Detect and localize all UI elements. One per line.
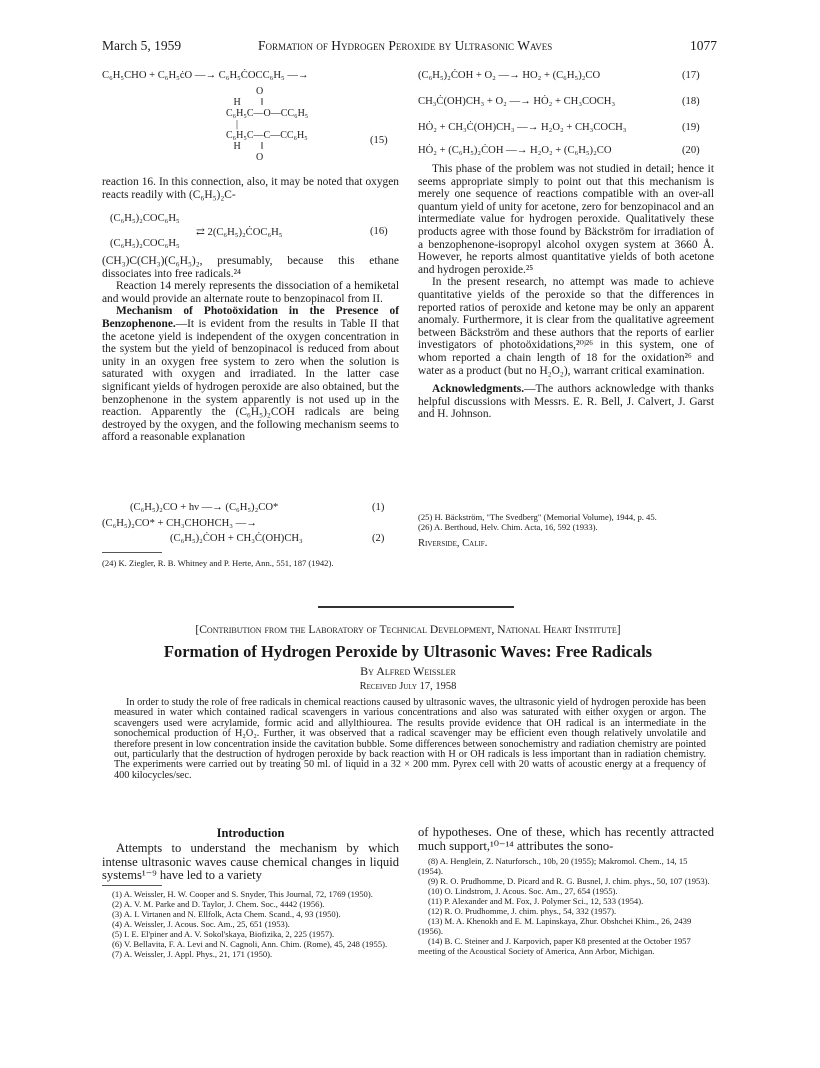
reference-4: (4) A. Weissler, J. Acous. Soc. Am., 25, 651 (1953).: [112, 919, 290, 929]
reference-10: (10) O. Lindstrom, J. Acous. Soc. Am., 27, 654 (1955).: [428, 886, 618, 896]
reference-12: (12) R. O. Prudhomme, J. chim. phys., 54, 332 (1957).: [428, 906, 617, 916]
footnote-text: (24) K. Ziegler, R. B. Whitney and P. Herte, Ann., 551, 187 (1942).: [102, 558, 334, 568]
contribution-text: [Contribution from the Laboratory of Technical Development, National Heart Institute]: [195, 624, 621, 636]
place-line: Riverside, Calif.: [418, 538, 488, 549]
contribution-line: [102, 624, 714, 636]
equation-19: HȮ₂ + CH₃Ċ(OH)CH₃ —→ H₂O₂ + CH₃COCH₃: [418, 122, 627, 133]
paragraph-text: —It is evident from the results in Table II that the acetone yield is independent of the oxygen concentration in the system but the yield of benzopinacol is reduced from about unity in an oxygen free system to zero when the solution is saturated with oxygen and irradiated. In the latter case significant yields of hydrogen peroxide are also obtained, but the benzophenone in the system apparently is not used up in the reaction. Apparently the (C₆H₅)₂COH radicals are being destroyed by the oxygen, and the following mechanism seems to afford a reasonable explanation: [102, 317, 399, 444]
introduction-text: [102, 842, 399, 883]
equation-16-c: ⇄ 2(C₆H₅)₂ĊOC₆H₅: [196, 227, 283, 238]
footnote-rule: [102, 552, 162, 553]
right-bottom-text: [418, 826, 714, 853]
equation-1-number: (1): [372, 502, 385, 513]
paragraph-text: (CH₃)C(CH₃)(C₆H₅)₂, presumably, because this ethane dissociates into free radicals.²⁴: [102, 255, 399, 280]
section-heading: Mechanism of Photoöxidation in the Presence of Benzophenone.: [102, 305, 399, 330]
paragraph-text: of hypotheses. One of these, which has recently attracted much support,¹⁰⁻¹⁴ attributes the sono-: [418, 825, 714, 853]
reference-2: (2) A. V. M. Parke and D. Taylor, J. Chem. Soc., 4442 (1956).: [112, 899, 325, 909]
left-references: [102, 889, 399, 959]
reference-3: (3) A. I. Virtanen and N. Ellfolk, Acta Chem. Scand., 4, 93 (1950).: [112, 909, 341, 919]
acknowledgments-paragraph: [418, 383, 714, 421]
footnote-rule: [102, 885, 162, 886]
header-running-title: Formation of Hydrogen Peroxide by Ultrasonic Waves: [258, 38, 553, 53]
article-author: By Alfred Weissler: [360, 664, 456, 678]
left-paragraph-1: [102, 176, 399, 201]
header-page-number: 1077: [690, 38, 717, 53]
reference-14: (14) B. C. Steiner and J. Karpovich, paper K8 presented at the October 1957 meeting of the Acoustical Society of America, Ann Arbor, Michigan.: [418, 936, 691, 956]
reference-9: (9) R. O. Prudhomme, D. Picard and R. G. Busnel, J. chim. phys., 50, 107 (1953).: [428, 876, 710, 886]
header-date: March 5, 1959: [102, 38, 182, 53]
article-separator: [318, 606, 514, 608]
received-date: Received July 17, 1958: [359, 681, 457, 692]
footnote-25: (25) H. Bäckström, "The Svedberg" (Memorial Volume), 1944, p. 45.: [418, 512, 657, 522]
reference-6: (6) V. Bellavita, F. A. Levi and N. Cagnoli, Ann. Chim. (Rome), 45, 248 (1955).: [112, 939, 388, 949]
equation-18-number: (18): [682, 96, 700, 107]
equation-18: CH₃Ċ(OH)CH₃ + O₂ —→ HȮ₂ + CH₃COCH₃: [418, 96, 616, 107]
paragraph-text: In the present research, no attempt was made to achieve quantitative yields of the peroxide so that the differences in reported ratios of peroxide and ketone may be only an apparent anomaly. Furthermore, it is clear from the qualitative agreement between Bäckström and these authors that the reports of earlier investigators of photoöxidations,²⁰ʲ²⁶ in this system, one of whom reported a chain length of 18 for the oxidation²⁶ and water as a product (but no H₂O₂), warrant critical examination.: [418, 276, 714, 377]
paragraph-text: This phase of the problem was not studied in detail; hence it seems appropriate simply to point out that this mechanism is merely one sequence of reactions compatible with an over-all quantum yield of unity for acetone, zero for benzopinacol and an intermediate value for hydrogen peroxide. Qualitatively these products agree with those found by Bäckström for irradiation of a benzophenone-isopropyl alcohol oxygen system at 3660 Å. However, he reports almost quantitative yields of both acetone and hydrogen peroxide.²⁵: [418, 163, 714, 276]
right-paragraphs: [418, 163, 714, 421]
article-title: Formation of Hydrogen Peroxide by Ultrasonic Waves: Free Radicals: [163, 642, 653, 661]
equation-15-line1: C₆H₅CHO + C₆H₅ċO —→ C₆H₅ĊOCC₆H₅ —→: [102, 70, 309, 81]
equation-16-b: (C₆H₅)₂COC₆H₅: [110, 238, 180, 249]
footnote-26: (26) A. Berthoud, Helv. Chim. Acta, 16, 592 (1933).: [418, 522, 598, 532]
right-footnotes: [418, 512, 714, 549]
paragraph-text: —The authors acknowledge with thanks helpful discussions with Messrs. E. R. Bell, J. Calvert, J. Garst and H. Johnson.: [418, 383, 714, 421]
equation-20: HȮ₂ + (C₆H₅)₂ĊOH —→ H₂O₂ + (C₆H₅)₂CO: [418, 145, 612, 156]
paragraph-text: Reaction 14 merely represents the dissociation of a hemiketal and would provide an alternate route to benzopinacol from II.: [102, 280, 399, 305]
reference-1: (1) A. Weissler, H. W. Cooper and S. Snyder, This Journal, 72, 1769 (1950).: [112, 889, 373, 899]
equation-16-number: (16): [370, 226, 388, 237]
section-heading: Acknowledgments.: [432, 383, 525, 396]
equation-19-number: (19): [682, 122, 700, 133]
reference-13: (13) M. A. Khenokh and E. M. Lapinskaya, Zhur. Obshchei Khim., 26, 2439 (1956).: [418, 916, 692, 936]
equation-2-b: (C₆H₅)₂ĊOH + CH₃Ċ(OH)CH₃: [170, 533, 303, 544]
footnote-24: [102, 558, 399, 568]
right-references: [418, 856, 714, 956]
equation-17: (C₆H₅)₂ĊOH + O₂ —→ HO₂ + (C₆H₅)₂CO: [418, 70, 601, 81]
equation-15-structure: O H ‖ C₆H₅C—O—CC₆H₅ | C₆H₅C—C—CC₆H₅ H ‖ O: [226, 86, 309, 163]
paragraph-text: reaction 16. In this connection, also, it may be noted that oxygen reacts readily with (C₆H₅)₂C-: [102, 176, 399, 201]
mechanism-paragraph: [102, 305, 399, 444]
equation-16-a: (C₆H₅)₂COC₆H₅: [110, 213, 180, 224]
equation-20-number: (20): [682, 145, 700, 156]
paragraph-text: Attempts to understand the mechanism by which intense ultrasonic waves cause chemical changes in liquid systems¹⁻⁹ have led to a variety: [102, 841, 399, 882]
equation-2-number: (2): [372, 533, 385, 544]
equation-15-number: (15): [370, 135, 388, 146]
reference-11: (11) P. Alexander and M. Fox, J. Polymer Sci., 12, 533 (1954).: [428, 896, 644, 906]
reference-5: (5) I. E. El'piner and A. V. Sokol'skaya, Biofizika, 2, 225 (1957).: [112, 929, 335, 939]
reference-8: (8) A. Henglein, Z. Naturforsch., 10b, 20 (1955); Makromol. Chem., 14, 15 (1954).: [418, 856, 688, 876]
introduction-heading: Introduction: [216, 826, 285, 840]
left-paragraph-2: [102, 255, 399, 444]
equation-1: (C₆H₅)₂CO + hν —→ (C₆H₅)₂CO*: [130, 502, 279, 513]
abstract: In order to study the role of free radicals in chemical reactions caused by ultrasonic waves, the ultrasonic yield of hydrogen peroxide has been measured in water which contained radical scavengers in various concentrations and also was saturated with either oxygen or argon. The scavengers used were acrylamide, formic acid and allylthiourea. The results provide evidence that OH radical is an intermediate in the sonochemical production of H₂O₂. Further, it was observed that a radical scavenger may be efficient even though relatively unvolatile and therefore present in low concentration inside the cavitation bubble. Some differences between sonochemistry and radiation chemistry are pointed out, particularly that the destruction of hydrogen peroxide by back reaction with H or OH radicals is less important than in radiation chemistry. The experiments were carried out by treating 50 ml. of liquid in a 32 × 200 mm. Pyrex cell with 20 watts of acoustic energy at a frequency of 400 kilocycles/sec.: [114, 697, 706, 781]
equation-2-a: (C₆H₅)₂CO* + CH₃CHOHCH₃ —→: [102, 518, 257, 529]
equation-17-number: (17): [682, 70, 700, 81]
reference-7: (7) A. Weissler, J. Appl. Phys., 21, 171 (1950).: [112, 949, 273, 959]
